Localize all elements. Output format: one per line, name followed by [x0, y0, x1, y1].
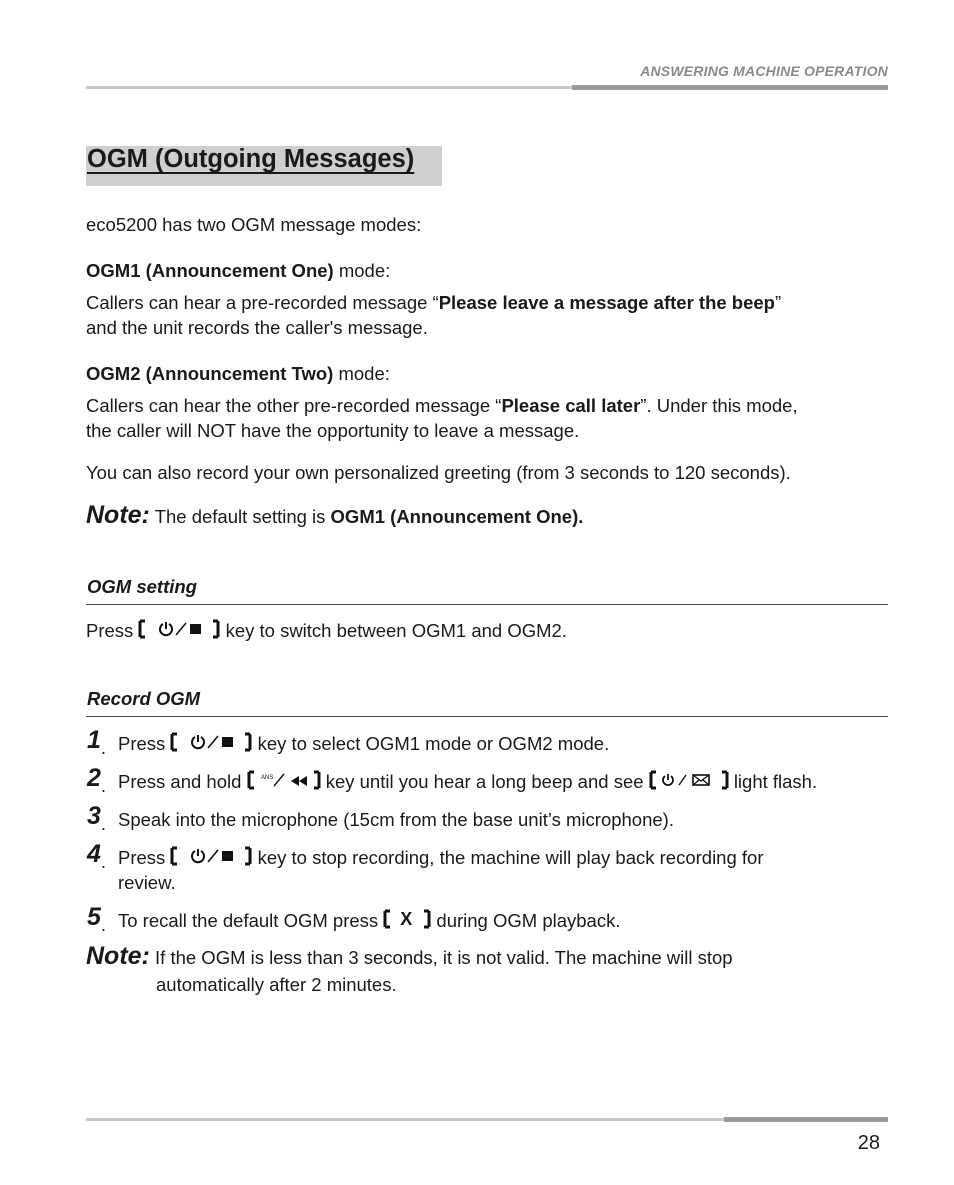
- footer-rule-dark: [724, 1117, 888, 1122]
- step-5-text: [118, 908, 620, 935]
- page-title: OGM (Outgoing Messages): [87, 145, 415, 173]
- personal-greeting-text: You can also record your own personalized greeting (from 3 seconds to 120 seconds).: [86, 462, 791, 483]
- header-rule-light: [86, 86, 572, 89]
- step-5-number: 5: [87, 903, 101, 931]
- power-stop-key-icon: [170, 846, 252, 872]
- x-key-icon: [383, 909, 431, 935]
- step-1-number: 1: [87, 726, 101, 754]
- note-label: Note:: [86, 501, 150, 529]
- note-2-line2: automatically after 2 minutes.: [156, 974, 397, 995]
- ogm1-desc-pre: Callers can hear a pre-recorded message “: [86, 292, 439, 313]
- ogm2-label: OGM2 (Announcement Two): [86, 363, 334, 384]
- intro-text: eco5200 has two OGM message modes:: [86, 214, 422, 235]
- setting-post: key to switch between OGM1 and OGM2.: [225, 620, 567, 641]
- setting-pre: Press: [86, 620, 134, 641]
- ogm-setting-heading: OGM setting: [87, 576, 197, 597]
- ogm1-suffix: mode:: [333, 260, 391, 281]
- ans-rewind-key-icon: [247, 770, 321, 796]
- ogm1-desc-line1: [86, 290, 781, 315]
- step-1-post: key to select OGM1 mode or OGM2 mode.: [257, 733, 610, 754]
- note-2-label: Note:: [86, 942, 150, 970]
- note-bold: OGM1 (Announcement One).: [330, 506, 584, 527]
- x-key-label: X: [400, 909, 413, 930]
- running-header: ANSWERING MACHINE OPERATION: [640, 63, 888, 79]
- step-1-pre: Press: [118, 733, 166, 754]
- step-5-post: during OGM playback.: [436, 910, 621, 931]
- ogm1-quote: Please leave a message after the beep: [438, 292, 775, 313]
- header-rule-dark: [572, 85, 888, 90]
- step-4-dot: .: [101, 852, 107, 872]
- footer-rule-light: [86, 1118, 724, 1121]
- step-5-dot: .: [101, 915, 107, 935]
- note-validity: [86, 944, 733, 970]
- ogm-setting-text: [86, 618, 567, 645]
- ogm2-suffix: mode:: [333, 363, 390, 384]
- step-4-post: key to stop recording, the machine will play back recording for: [257, 847, 764, 868]
- note-default-setting: [86, 503, 583, 529]
- note-2-line1: If the OGM is less than 3 seconds, it is not valid. The machine will stop: [149, 947, 733, 968]
- step-3-text: Speak into the microphone (15cm from the base unit’s microphone).: [118, 809, 674, 830]
- ogm1-desc-line2: and the unit records the caller's message.: [86, 317, 428, 338]
- step-2-dot: .: [101, 776, 107, 796]
- ogm2-desc-line1: [86, 393, 798, 418]
- ogm2-desc-pre: Callers can hear the other pre-recorded message “: [86, 395, 502, 416]
- ogm1-desc-post: ”: [774, 292, 782, 313]
- step-2-text: [118, 769, 817, 796]
- step-4-text: [118, 845, 764, 872]
- ogm1-label: OGM1 (Announcement One): [86, 260, 334, 281]
- ogm-setting-rule: [86, 604, 888, 605]
- step-4-pre: Press: [118, 847, 166, 868]
- step-2-number: 2: [87, 764, 101, 792]
- step-2-post: light flash.: [733, 771, 818, 792]
- ogm2-desc-post: ”. Under this mode,: [640, 395, 798, 416]
- step-1-dot: .: [101, 738, 107, 758]
- power-mail-indicator-icon: [649, 770, 729, 796]
- step-5-pre: To recall the default OGM press: [118, 910, 379, 931]
- svg-text:ANS: ANS: [260, 775, 273, 782]
- step-4-line2: review.: [118, 872, 176, 893]
- step-2-mid: key until you hear a long beep and see: [325, 771, 644, 792]
- ogm2-heading: [86, 361, 390, 386]
- note-text: The default setting is: [149, 506, 331, 527]
- power-stop-key-icon: [170, 732, 252, 758]
- page-number: 28: [857, 1132, 880, 1154]
- power-stop-key-icon: [138, 619, 220, 645]
- ogm2-quote: Please call later: [501, 395, 641, 416]
- ogm1-heading: [86, 258, 390, 283]
- step-4-number: 4: [87, 840, 101, 868]
- record-ogm-rule: [86, 716, 888, 717]
- step-3-number: 3: [87, 802, 101, 830]
- ogm2-desc-line2: the caller will NOT have the opportunity to leave a message.: [86, 420, 580, 441]
- record-ogm-heading: Record OGM: [87, 688, 201, 709]
- step-3-dot: .: [101, 814, 107, 834]
- step-2-pre: Press and hold: [118, 771, 242, 792]
- step-1-text: [118, 731, 609, 758]
